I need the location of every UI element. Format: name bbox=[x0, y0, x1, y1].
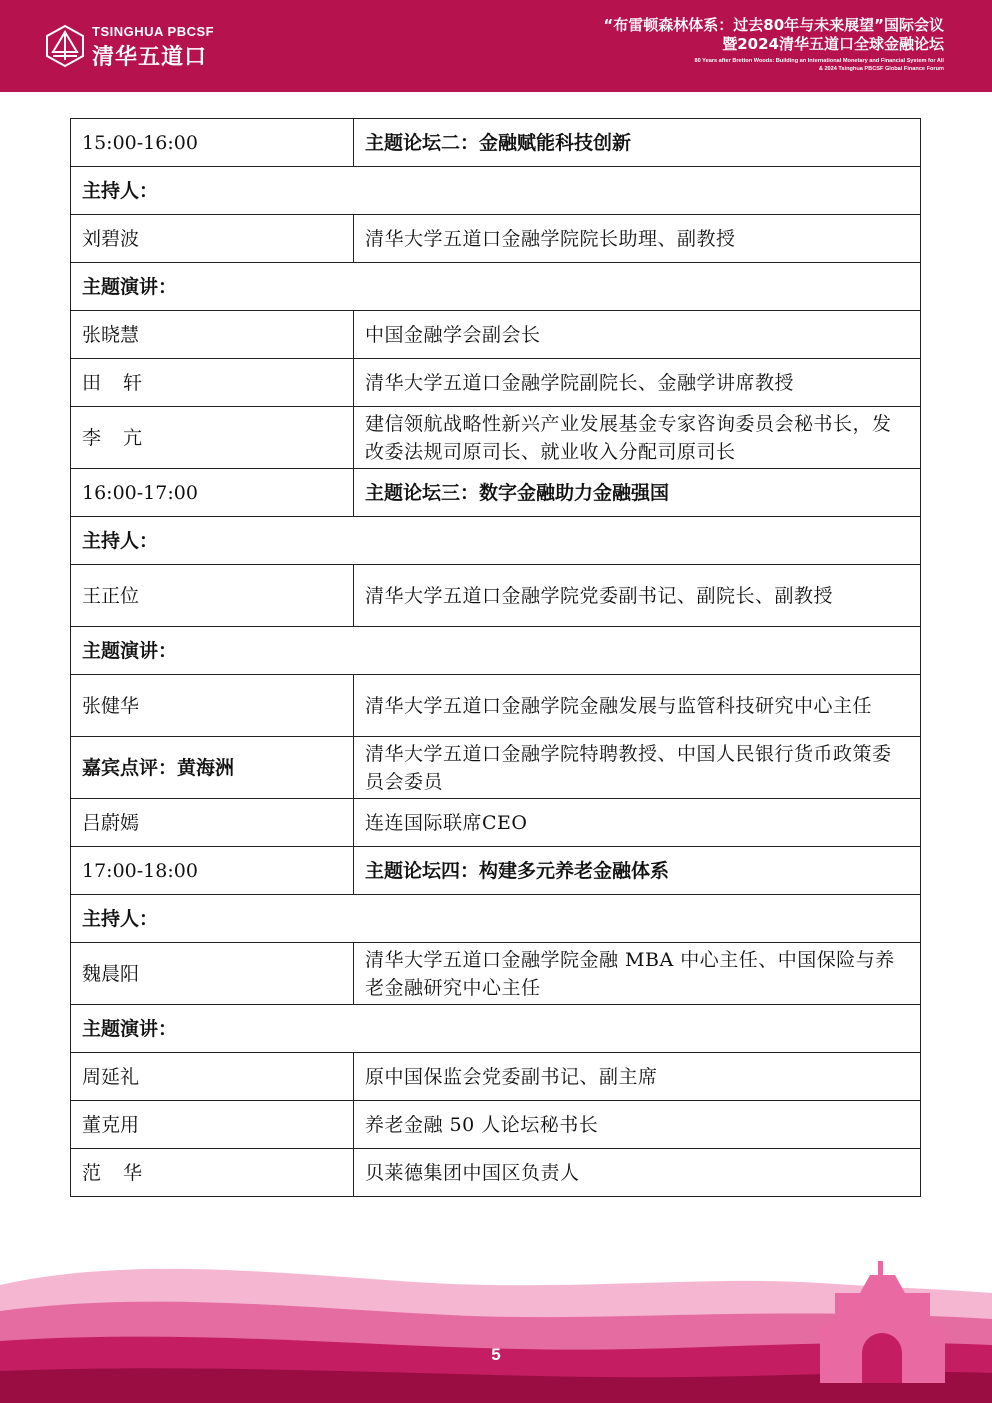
table-row bbox=[71, 895, 921, 943]
table-row bbox=[71, 359, 921, 407]
section-label-speech: 主题演讲： bbox=[71, 263, 921, 311]
section-label-speech: 主题演讲： bbox=[71, 1005, 921, 1053]
table-row bbox=[71, 167, 921, 215]
person-name: 田轩 bbox=[71, 359, 354, 407]
person-title: 连连国际联席CEO bbox=[354, 799, 921, 847]
table-row bbox=[71, 943, 921, 1005]
table-row bbox=[71, 1101, 921, 1149]
table-row bbox=[71, 215, 921, 263]
tsinghua-logo-icon bbox=[45, 24, 85, 68]
person-name: 董克用 bbox=[71, 1101, 354, 1149]
page-number: 5 bbox=[491, 1345, 501, 1364]
person-title: 清华大学五道口金融学院副院长、金融学讲席教授 bbox=[354, 359, 921, 407]
conference-subtitle-line2: & 2024 Tsinghua PBCSF Global Finance Forum bbox=[818, 66, 944, 72]
person-name: 范华 bbox=[71, 1149, 354, 1197]
session-time: 15:00-16:00 bbox=[71, 119, 354, 167]
table-row bbox=[71, 517, 921, 565]
session-title: 主题论坛二：金融赋能科技创新 bbox=[354, 119, 921, 167]
session-title: 主题论坛四：构建多元养老金融体系 bbox=[354, 847, 921, 895]
conference-title-line1: “布雷顿森林体系：过去80年与未来展望”国际会议 bbox=[603, 16, 944, 34]
person-title: 贝莱德集团中国区负责人 bbox=[354, 1149, 921, 1197]
person-title: 清华大学五道口金融学院特聘教授、中国人民银行货币政策委员会委员 bbox=[354, 737, 921, 799]
person-title: 清华大学五道口金融学院金融发展与监管科技研究中心主任 bbox=[354, 675, 921, 737]
person-name: 李亢 bbox=[71, 407, 354, 469]
table-row bbox=[71, 469, 921, 517]
person-title: 养老金融 50 人论坛秘书长 bbox=[354, 1101, 921, 1149]
table-row bbox=[71, 565, 921, 627]
table-row bbox=[71, 627, 921, 675]
table-row bbox=[71, 263, 921, 311]
person-name: 吕蔚嫣 bbox=[71, 799, 354, 847]
person-name: 周延礼 bbox=[71, 1053, 354, 1101]
conference-title-line2: 暨2024清华五道口全球金融论坛 bbox=[722, 35, 944, 53]
agenda-table bbox=[70, 118, 921, 1197]
session-title: 主题论坛三：数字金融助力金融强国 bbox=[354, 469, 921, 517]
logo-text-en: TSINGHUA PBCSF bbox=[92, 24, 215, 39]
person-title: 原中国保监会党委副书记、副主席 bbox=[354, 1053, 921, 1101]
person-name: 张晓慧 bbox=[71, 311, 354, 359]
session-time: 17:00-18:00 bbox=[71, 847, 354, 895]
section-label-host: 主持人： bbox=[71, 895, 921, 943]
conference-subtitle-line1: 80 Years after Bretton Woods: Building an International Monetary and Financial System for All bbox=[694, 58, 944, 64]
table-row bbox=[71, 1149, 921, 1197]
table-row bbox=[71, 1053, 921, 1101]
person-title: 清华大学五道口金融学院金融 MBA 中心主任、中国保险与养老金融研究中心主任 bbox=[354, 943, 921, 1005]
section-label-host: 主持人： bbox=[71, 517, 921, 565]
person-name: 刘碧波 bbox=[71, 215, 354, 263]
person-title: 中国金融学会副会长 bbox=[354, 311, 921, 359]
table-row bbox=[71, 799, 921, 847]
table-row bbox=[71, 737, 921, 799]
section-label-speech: 主题演讲： bbox=[71, 627, 921, 675]
person-name: 张健华 bbox=[71, 675, 354, 737]
person-title: 建信领航战略性新兴产业发展基金专家咨询委员会秘书长，发改委法规司原司长、就业收入分配司原司长 bbox=[354, 407, 921, 469]
table-row bbox=[71, 119, 921, 167]
session-time: 16:00-17:00 bbox=[71, 469, 354, 517]
table-row bbox=[71, 311, 921, 359]
footer-graphic bbox=[0, 1253, 992, 1403]
page-header bbox=[0, 0, 992, 92]
table-row bbox=[71, 675, 921, 737]
person-title: 清华大学五道口金融学院院长助理、副教授 bbox=[354, 215, 921, 263]
person-title: 清华大学五道口金融学院党委副书记、副院长、副教授 bbox=[354, 565, 921, 627]
table-row bbox=[71, 847, 921, 895]
table-row bbox=[71, 1005, 921, 1053]
table-row bbox=[71, 407, 921, 469]
person-name: 魏晨阳 bbox=[71, 943, 354, 1005]
logo-text-cn: 清华五道口 bbox=[92, 45, 208, 70]
commentator-label: 嘉宾点评：黄海洲 bbox=[71, 737, 354, 799]
section-label-host: 主持人： bbox=[71, 167, 921, 215]
person-name: 王正位 bbox=[71, 565, 354, 627]
